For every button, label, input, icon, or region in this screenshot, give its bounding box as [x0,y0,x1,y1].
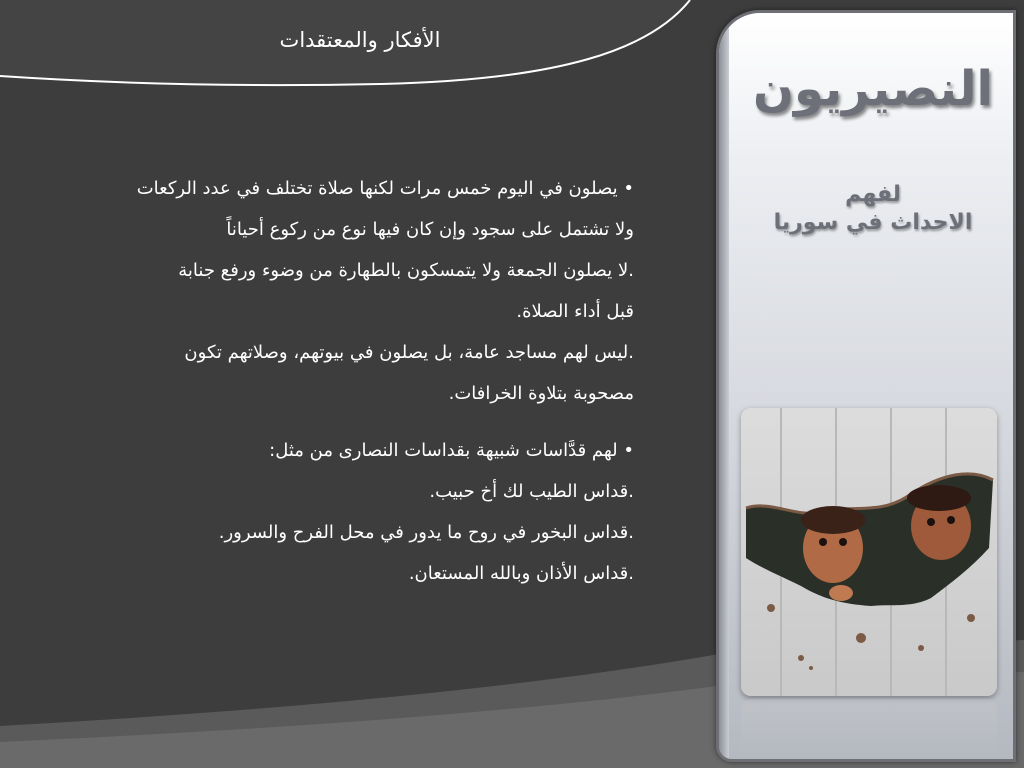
text-line: .قداس البخور في روح ما يدور في محل الفرح والسرور. [218,522,634,543]
text-line: • يصلون في اليوم خمس مرات لكنها صلاة تختلف في عدد الركعات [136,178,634,199]
text-line: .لا يصلون الجمعة ولا يتمسكون بالطهارة من وضوء ورفع جنابة [178,260,634,281]
bullet-paragraph-masses [14,430,634,594]
children-photo [741,408,997,696]
subtitle-line-1: لفهم [845,182,901,207]
text-line: .قداس الأذان وبالله المستعان. [408,563,634,584]
text-line: .ليس لهم مساجد عامة، بل يصلون في بيوتهم، وصلاتهم تكون [184,342,634,363]
text-line: قبل أداء الصلاة. [516,301,634,322]
main-title: النصيريون [753,61,993,117]
text-line: مصحوبة بتلاوة الخرافات. [448,383,634,404]
title-panel [716,10,1016,762]
photo-reflection [741,699,997,759]
subtitle-line-2: الاحداث في سوريا [773,210,973,235]
panel-edge [719,13,729,759]
section-heading: الأفكار والمعتقدات [279,28,441,52]
bullet-paragraph-prayer [14,168,634,414]
text-line: .قداس الطيب لك أخ حبيب. [429,481,634,502]
text-line: ولا تشتمل على سجود وإن كان فيها نوع من ركوع أحياناً [226,219,634,240]
photo-illustration [741,408,997,696]
subtitle [739,181,1007,237]
text-line: • لهم قدَّاسات شبيهة بقداسات النصارى من مثل: [269,440,634,461]
body-text [14,168,634,594]
